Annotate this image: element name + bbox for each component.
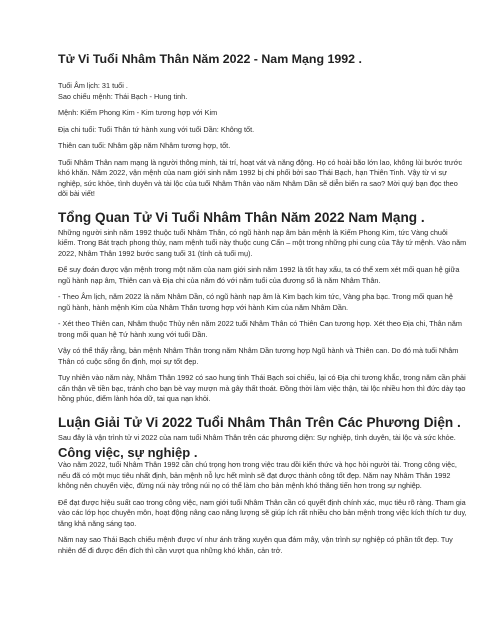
age-line: Tuổi Âm lịch: 31 tuổi . xyxy=(58,81,128,90)
detail-intro: Sau đây là vận trình tử vi 2022 của nam tuổi Nhâm Thân trên các phương diện: Sự nghiệp, tình duyên, tài lộc và sức khỏe. xyxy=(58,432,456,442)
stars-line: Sao chiếu mệnh: Thái Bạch - Hung tinh. xyxy=(58,91,188,101)
overview-heading: Tổng Quan Tử Vi Tuổi Nhâm Thân Năm 2022 Nam Mạng . xyxy=(58,209,425,225)
overview-paragraph: Để suy đoán được vận mệnh trong một năm của nam giới sinh năm 1992 là tốt hay xấu, ta có thể xem xét mối quan hệ giữa ngũ hành nạp âm, Thiên can và Địa chi của năm đó với năm tuổi của đương số là năm Nhâm Thân. xyxy=(58,265,460,285)
earth-line: Địa chi tuổi: Tuổi Thân tứ hành xung với tuổi Dần: Không tốt. xyxy=(58,124,255,134)
overview-paragraph: Vậy có thể thấy rằng, bản mệnh Nhâm Thân trong năm Nhâm Dần tương hợp Ngũ hành và Thiên can. Do đó mà tuổi Nhâm Thân có cuộc sống ổn định, mọi sự tốt đẹp. xyxy=(58,346,459,366)
overview-paragraph: Tuy nhiên vào năm này, Nhâm Thân 1992 có sao hung tinh Thái Bạch soi chiếu, lại có Địa chi tương khắc, trong năm cần phải cẩn thận về tiền bạc, tránh cho bạn bè vay mượn mà gây thất thoát. Đồng thời làm việc thận, tài lộc nhiều hơn thì đức dày tạo hồng phúc, điểm lành hóa dữ, tai qua nạn khỏi. xyxy=(58,373,466,403)
overview-paragraph: - Theo Âm lịch, năm 2022 là năm Nhâm Dần, có ngũ hành nạp âm là Kim bạch kim tức, Vàng pha bạc. Trong mối quan hệ ngũ hành, hành mệnh Kim của Nhâm Thân tương hợp với hành Kim của năm Nhâm Dần. xyxy=(58,292,453,312)
overview-paragraph: - Xét theo Thiên can, Nhâm thuộc Thủy nên năm 2022 tuổi Nhâm Thân có Thiên Can tương hợp. Xét theo Địa chi, Thân năm trong mối quan hệ Tứ hành xung với tuổi Dần. xyxy=(58,319,462,339)
heaven-line: Thiên can tuổi: Nhâm gặp năm Nhâm tương hợp, tốt. xyxy=(58,141,231,150)
detail-heading: Luận Giải Tử Vi 2022 Tuổi Nhâm Thân Trên Các Phương Diện . xyxy=(58,414,461,430)
career-paragraph: Năm nay sao Thái Bạch chiếu mệnh được ví như ánh trăng xuyên qua đám mây, vận trình sự nghiệp có phần tốt đẹp. Tuy nhiên để đi được đến đích thì cần vượt qua những khó khăn, cản trở. xyxy=(58,535,453,555)
intro-summary: Tuổi Nhâm Thân nam mạng là người thông minh, tài trí, hoạt vát và năng động. Họ có hoài bão lớn lao, không lùi bước trước khó khăn. Năm 2022, vận mệnh của nam giới sinh năm 1992 bị chi phối bởi sao Thái Bạch, hạn Thiên Tinh. Vậy từ vi sự nghiệp, sức khỏe, tình duyên và tài lộc của tuổi Nhâm Thân vào năm Nhâm Dần sẽ diễn biến ra sao? Mời quý bạn đọc theo dõi bài viết! xyxy=(58,157,463,198)
page-title: Tử Vi Tuổi Nhâm Thân Năm 2022 - Nam Mạng 1992 . xyxy=(58,52,362,66)
career-heading: Công việc, sự nghiệp . xyxy=(58,445,198,460)
overview-paragraph: Những người sinh năm 1992 thuộc tuổi Nhâm Thân, có ngũ hành nạp âm bản mệnh là Kiếm Phong Kim, tức Vàng chuôi kiếm. Trong Bát trạch phong thủy, nam mệnh tuổi này thuộc cung Cấn – một trong những phi cung của Tây tứ mệnh. Vào năm 2022, Nhâm Thân 1992 bước sang tuổi 31 (tính cả tuổi mụ). xyxy=(58,227,467,258)
destiny-line: Mệnh: Kiếm Phong Kim - Kim tương hợp với Kim xyxy=(58,108,218,117)
career-paragraph: Vào năm 2022, tuổi Nhâm Thân 1992 cần chú trọng hơn trong việc trau dồi kiến thức và học hỏi người tài. Trong công việc, nếu đã có một mục tiêu nhất định, bản mệnh nỗ lực hết mình sẽ đạt được thành công tốt đẹp. Năm nay Nhâm Thân 1992 không nên chuyển việc, đừng núi này trông núi nọ có thể làm cho bản mệnh khó thăng tiến hơn trong sự nghiệp. xyxy=(58,460,457,490)
career-paragraph: Để đạt được hiệu suất cao trong công việc, nam giới tuổi Nhâm Thân cần có quyết định chính xác, mục tiêu rõ ràng. Tham gia vào các lớp học chuyên môn, hoạt động nâng cao năng lượng sẽ giúp ích rất nhiều cho bản mệnh trong việc kích thích tư duy, tăng khả năng sáng tạo. xyxy=(58,497,467,528)
